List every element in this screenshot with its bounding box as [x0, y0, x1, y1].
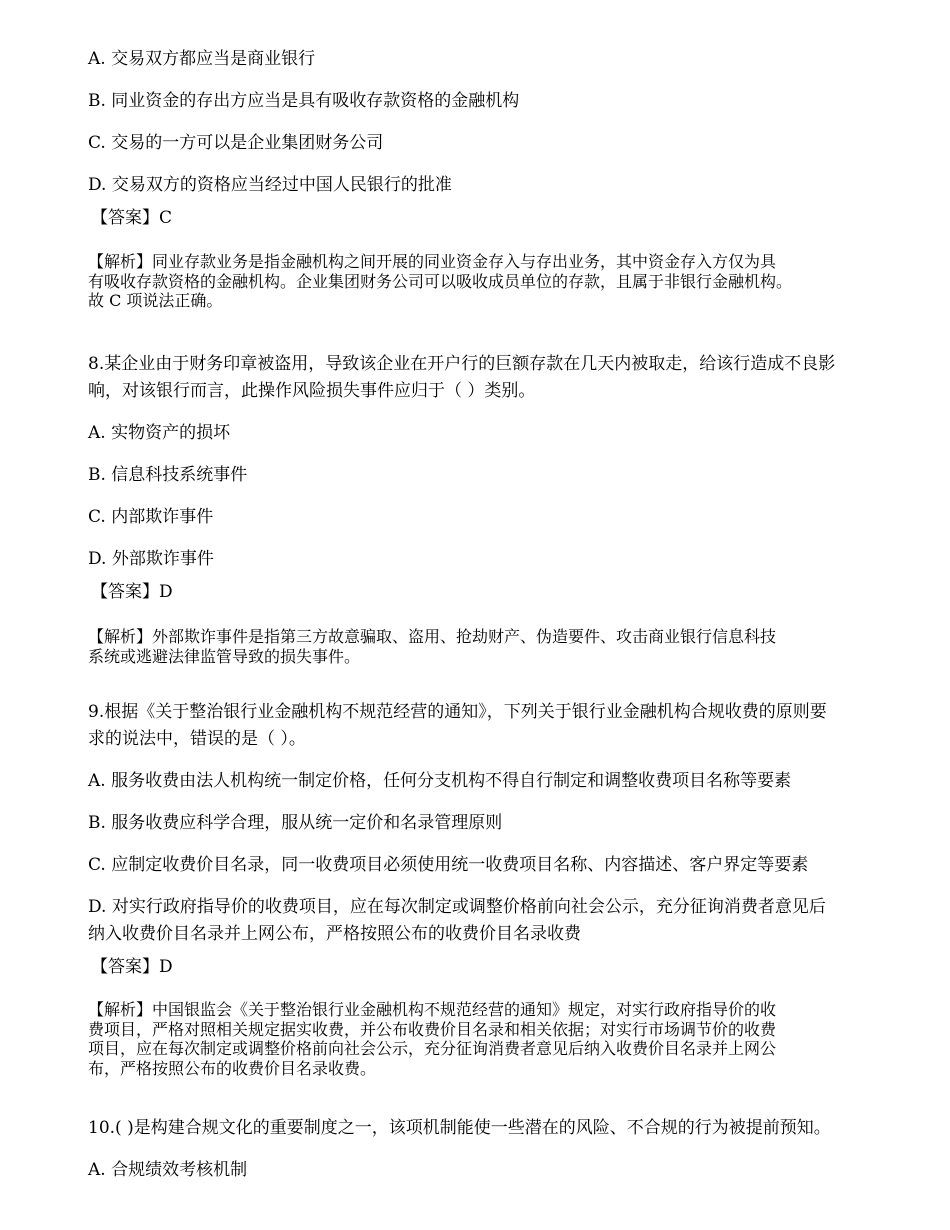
q10-option-a: A. 合规绩效考核机制 — [88, 1160, 248, 1180]
q7-option-d: D. 交易双方的资格应当经过中国人民银行的批准 — [88, 175, 452, 195]
q7-option-b: B. 同业资金的存出方应当是具有吸收存款资格的金融机构 — [88, 91, 520, 111]
q9-analysis-line: 布，严格按照公布的收费价目名录收费。 — [88, 1058, 377, 1078]
q7-analysis-line: 故 C 项说法正确。 — [88, 291, 223, 310]
q8-stem-line-1: 8.某企业由于财务印章被盗用，导致该企业在开户行的巨额存款在几天内被取走，给该行造成不良影 — [88, 354, 836, 374]
q8-option-a: A. 实物资产的损坏 — [88, 423, 231, 443]
q7-analysis — [88, 252, 908, 311]
q8-option-c: C. 内部欺诈事件 — [88, 507, 214, 527]
q9-option-a: A. 服务收费由法人机构统一制定价格，任何分支机构不得自行制定和调整收费项目名称等要素 — [88, 771, 792, 791]
q9-stem-line-1: 9.根据《关于整治银行业金融机构不规范经营的通知》，下列关于银行业金融机构合规收费的原则要 — [88, 702, 827, 722]
q7-analysis-line: 【解析】同业存款业务是指金融机构之间开展的同业资金存入与存出业务，其中资金存入方仅为具 — [88, 252, 777, 271]
q10-stem: 10.( )是构建合规文化的重要制度之一，该项机制能使一些潜在的风险、不合规的行为被提前预知。 — [88, 1118, 831, 1138]
q7-analysis-line: 有吸收存款资格的金融机构。企业集团财务公司可以吸收成员单位的存款，且属于非银行金融机构。 — [88, 271, 793, 291]
q9-analysis-line: 【解析】中国银监会《关于整治银行业金融机构不规范经营的通知》规定，对实行政府指导价的收 — [88, 1000, 777, 1019]
q7-option-a: A. 交易双方都应当是商业银行 — [88, 49, 316, 69]
q9-analysis-line: 项目，应在每次制定或调整价格前向社会公示，充分征询消费者意见后纳入收费价目名录并上网公 — [88, 1039, 777, 1058]
q8-analysis — [88, 627, 908, 666]
q9-analysis — [88, 1000, 908, 1078]
q9-option-d-line-1: D. 对实行政府指导价的收费项目，应在每次制定或调整价格前向社会公示，充分征询消费者意见后 — [88, 897, 826, 917]
q9-option-b: B. 服务收费应科学合理，服从统一定价和名录管理原则 — [88, 813, 503, 833]
q9-option-c: C. 应制定收费价目名录，同一收费项目必须使用统一收费项目名称、内容描述、客户界定等要素 — [88, 855, 809, 875]
q7-answer: 【答案】C — [91, 208, 173, 228]
q9-stem-line-2: 求的说法中，错误的是（ ）。 — [88, 729, 306, 749]
q9-answer: 【答案】D — [91, 957, 173, 977]
q9-analysis-line: 费项目，严格对照相关规定据实收费，并公布收费价目名录和相关依据；对实行市场调节价的收费 — [88, 1019, 777, 1039]
q8-option-b: B. 信息科技系统事件 — [88, 465, 248, 485]
q8-answer: 【答案】D — [91, 582, 173, 602]
q8-analysis-line: 【解析】外部欺诈事件是指第三方故意骗取、盗用、抢劫财产、伪造要件、攻击商业银行信息科技 — [88, 627, 777, 646]
q7-option-c: C. 交易的一方可以是企业集团财务公司 — [88, 133, 384, 153]
q8-analysis-line: 系统或逃避法律监管导致的损失事件。 — [88, 646, 361, 666]
q8-option-d: D. 外部欺诈事件 — [88, 549, 214, 569]
q8-stem-line-2: 响，对该银行而言，此操作风险损失事件应归于（ ）类别。 — [88, 381, 536, 401]
q9-option-d-line-2: 纳入收费价目名录并上网公布，严格按照公布的收费价目名录收费 — [88, 924, 581, 944]
